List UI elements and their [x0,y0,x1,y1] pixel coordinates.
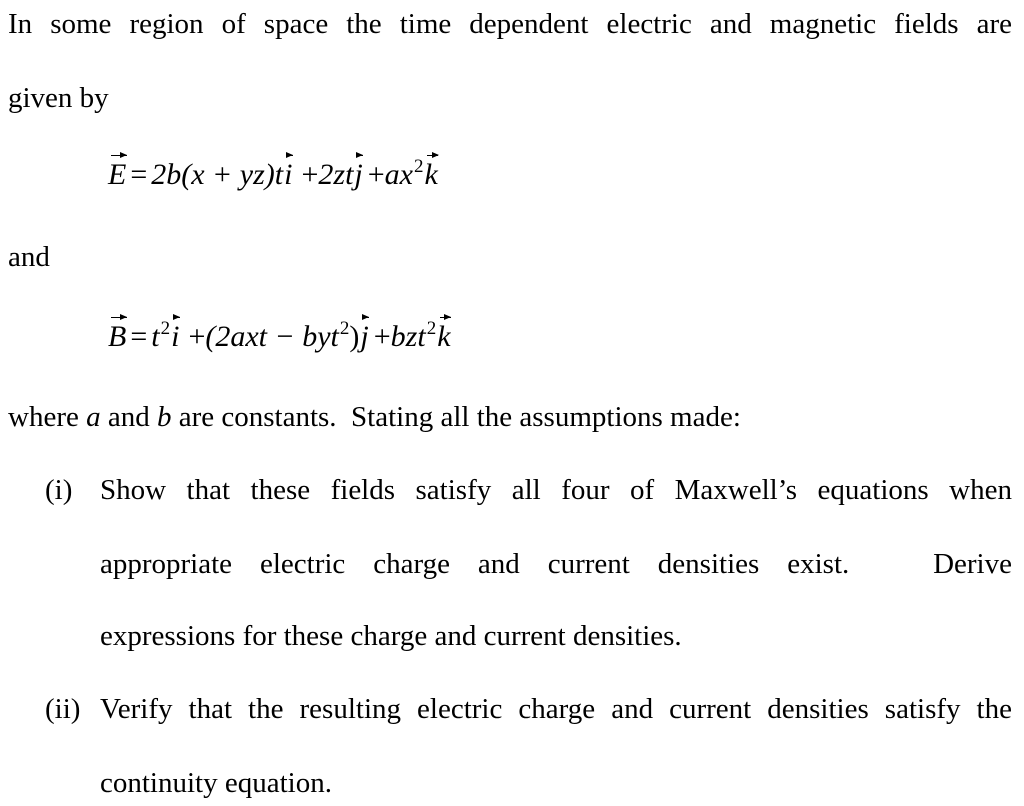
B-equals: = [130,320,148,353]
intro-line-2: given by [8,82,109,114]
E-term1-coef: 2b(x + yz)t [151,158,284,191]
magnetic-field-equation [108,318,452,353]
B-term2-close: ) [349,320,360,353]
B-term2-open: (2axt − byt [205,320,339,353]
where-prefix: where [8,401,79,433]
B-term3-coef: bzt [390,320,426,353]
where-suffix: are constants. Stating all the assumptions made: [178,401,741,433]
B-term3-exp: 2 [426,318,437,339]
E-equals: = [130,158,148,191]
E-term2-coef: 2zt [318,158,354,191]
B-plus1: + [188,320,206,353]
item-ii-line-2: continuity equation. [100,767,332,799]
B-term1-coef: t [151,320,160,353]
and-connector: and [8,241,50,273]
item-ii-label: (ii) [45,693,81,725]
B-i-hat: i [171,320,180,353]
E-k-hat: k [424,158,438,191]
B-k-hat: k [437,320,451,353]
B-term1-exp: 2 [160,318,171,339]
E-j-hat: j [354,158,363,191]
E-term3-coef: ax [384,158,413,191]
electric-field-equation [108,156,439,191]
B-plus2: + [373,320,391,353]
constants-statement [8,403,741,432]
item-ii-line-1: Verify that the resulting electric charge and current densities satisfy the [100,693,1012,725]
item-i-line-3: expressions for these charge and current densities. [100,620,682,652]
intro-line-1: In some region of space the time dependent electric and magnetic fields are [8,8,1012,40]
E-i-hat: i [284,158,293,191]
E-term3-exp: 2 [414,156,424,177]
B-term2-exp: 2 [339,318,350,339]
E-plus2: + [367,158,385,191]
and-mid: and [107,401,150,433]
B-vector-symbol: B [108,320,127,353]
E-vector-symbol: E [108,158,127,191]
item-i-line-1: Show that these fields satisfy all four of Maxwell’s equations when [100,474,1012,506]
constant-a: a [86,401,101,433]
item-i-label: (i) [45,474,73,506]
item-i-line-2: appropriate electric charge and current densities exist. Derive [100,548,1012,580]
E-plus1: + [301,158,319,191]
B-j-hat: j [360,320,369,353]
constant-b: b [156,401,172,433]
